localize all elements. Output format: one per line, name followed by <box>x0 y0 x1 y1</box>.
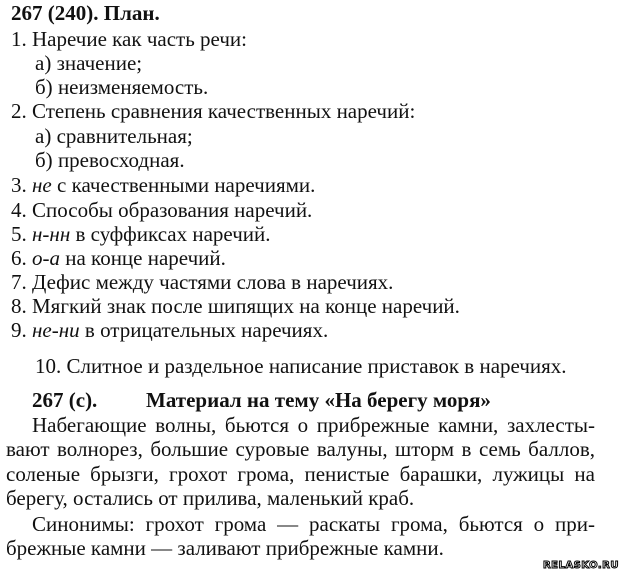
item-text: неизменяемость. <box>57 75 209 99</box>
plan-subitem-1b <box>35 75 208 99</box>
plan-subitem-1a <box>35 51 142 75</box>
item-text: сравнительная; <box>56 124 193 148</box>
plan-item-9 <box>11 318 328 342</box>
item-number: 1. <box>11 27 27 51</box>
item-number: б) <box>35 148 53 172</box>
item-text: превосходная. <box>57 148 185 172</box>
item-number: 7. <box>11 270 27 294</box>
item-number: 3. <box>11 173 27 197</box>
item-italic: н-нн <box>32 222 71 246</box>
item-text: в отрицательных наречиях. <box>84 318 329 342</box>
item-text: Мягкий знак после шипящих на конце наречий. <box>32 294 460 318</box>
paragraph-line: берегу, остались от прилива, маленький краб. <box>6 486 415 510</box>
item-italic: не <box>32 173 52 197</box>
item-number: 5. <box>11 222 27 246</box>
material-title: Материал на тему «На берегу моря» <box>146 388 491 412</box>
watermark: RELASKO.RU <box>542 560 619 571</box>
item-number: а) <box>35 51 52 75</box>
item-text: значение; <box>56 51 143 75</box>
item-italic: о-а <box>32 246 60 270</box>
item-number: 9. <box>11 318 27 342</box>
plan-item-7 <box>11 270 393 294</box>
paragraph-line: Набегающие волны, бьются о прибрежные камни, захлесты- <box>32 413 595 437</box>
item-number: а) <box>35 124 52 148</box>
item-text: с качественными наречиями. <box>57 173 316 197</box>
paragraph-line: вают волнорез, большие суровые валуны, шторм в семь баллов, <box>6 437 595 461</box>
item-number: б) <box>35 75 53 99</box>
item-number: 10. <box>35 354 62 378</box>
paragraph-line: соленые брызги, грохот грома, пенистые барашки, лужицы на <box>6 462 595 486</box>
material-number: 267 (с). <box>32 388 98 412</box>
plan-item-5 <box>11 222 271 246</box>
item-italic: не-ни <box>32 318 80 342</box>
paragraph-line: брежные камни — заливают прибрежные камни. <box>6 536 444 560</box>
plan-item-2 <box>11 99 415 123</box>
item-number: 6. <box>11 246 27 270</box>
item-number: 2. <box>11 99 27 123</box>
item-number: 8. <box>11 294 27 318</box>
plan-subitem-2a <box>35 124 193 148</box>
plan-item-3 <box>11 173 315 197</box>
item-text: Дефис между частями слова в наречиях. <box>32 270 394 294</box>
item-text: в суффиксах наречий. <box>75 222 271 246</box>
paragraph-line: Синонимы: грохот грома — раскаты грома, бьются о при- <box>32 512 595 536</box>
item-text: Наречие как часть речи: <box>32 27 247 51</box>
item-number: 4. <box>11 198 27 222</box>
item-text: Способы образования наречий. <box>32 198 313 222</box>
plan-item-4 <box>11 198 312 222</box>
item-text: Слитное и раздельное написание приставок в наречиях. <box>66 354 567 378</box>
item-text: на конце наречий. <box>65 246 226 270</box>
plan-item-1 <box>11 27 247 51</box>
plan-subitem-2b <box>35 148 185 172</box>
plan-item-10 <box>35 354 567 378</box>
material-heading <box>32 388 491 412</box>
plan-title: 267 (240). План. <box>11 1 160 25</box>
item-text: Степень сравнения качественных наречий: <box>32 99 416 123</box>
plan-item-6 <box>11 246 226 270</box>
plan-item-8 <box>11 294 460 318</box>
